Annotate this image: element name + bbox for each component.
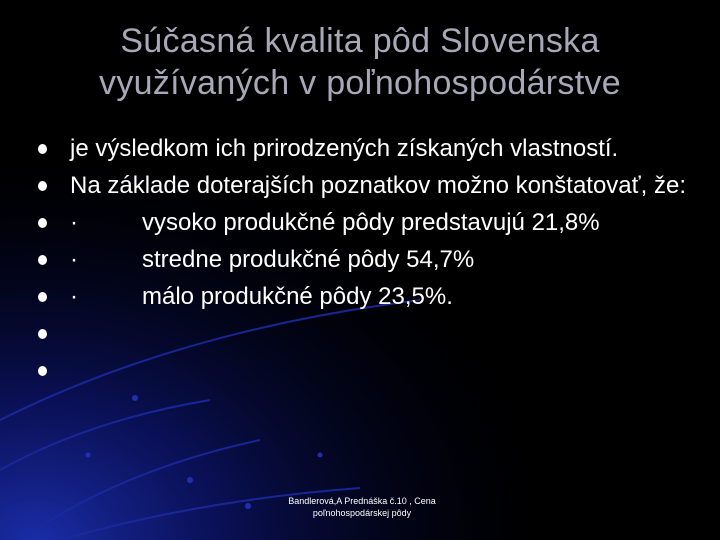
bullet-list	[38, 134, 698, 393]
bullet-text: je výsledkom ich prirodzených získaných vlastností.	[70, 135, 619, 162]
sub-bullet-mark: ·	[70, 209, 78, 236]
bullet-text: Na základe doterajších poznatkov možno konštatovať, že:	[70, 172, 687, 199]
sub-bullet-mark: ·	[70, 283, 78, 310]
title-line-1: Súčasná kvalita pôd Slovenska	[120, 22, 600, 60]
bullet-item	[38, 356, 698, 385]
bullet-dot-icon	[38, 255, 47, 265]
bullet-dot-icon	[38, 218, 47, 228]
title-line-2: využívaných v poľnohospodárstve	[99, 64, 621, 102]
footer-line-2: poľnohospodárskej pôdy	[312, 508, 412, 518]
slide-footer	[272, 495, 452, 519]
bullet-item	[38, 282, 698, 311]
bullet-item	[38, 171, 698, 200]
bullet-text: málo produkčné pôdy 23,5%.	[142, 283, 453, 310]
bullet-item	[38, 134, 698, 163]
footer-line-1: Bandlerová,A Prednáška č.10 , Cena	[288, 496, 436, 506]
bullet-item	[38, 245, 698, 274]
sub-bullet-mark: ·	[70, 246, 78, 273]
bullet-dot-icon	[38, 292, 47, 302]
bullet-dot-icon	[38, 144, 47, 154]
bullet-item	[38, 319, 698, 348]
bullet-dot-icon	[38, 366, 47, 376]
slide-title	[0, 20, 720, 104]
bullet-item	[38, 208, 698, 237]
bullet-dot-icon	[38, 181, 47, 191]
bullet-text: vysoko produkčné pôdy predstavujú 21,8%	[142, 209, 600, 236]
bullet-text: stredne produkčné pôdy 54,7%	[142, 246, 475, 273]
bullet-dot-icon	[38, 329, 47, 339]
